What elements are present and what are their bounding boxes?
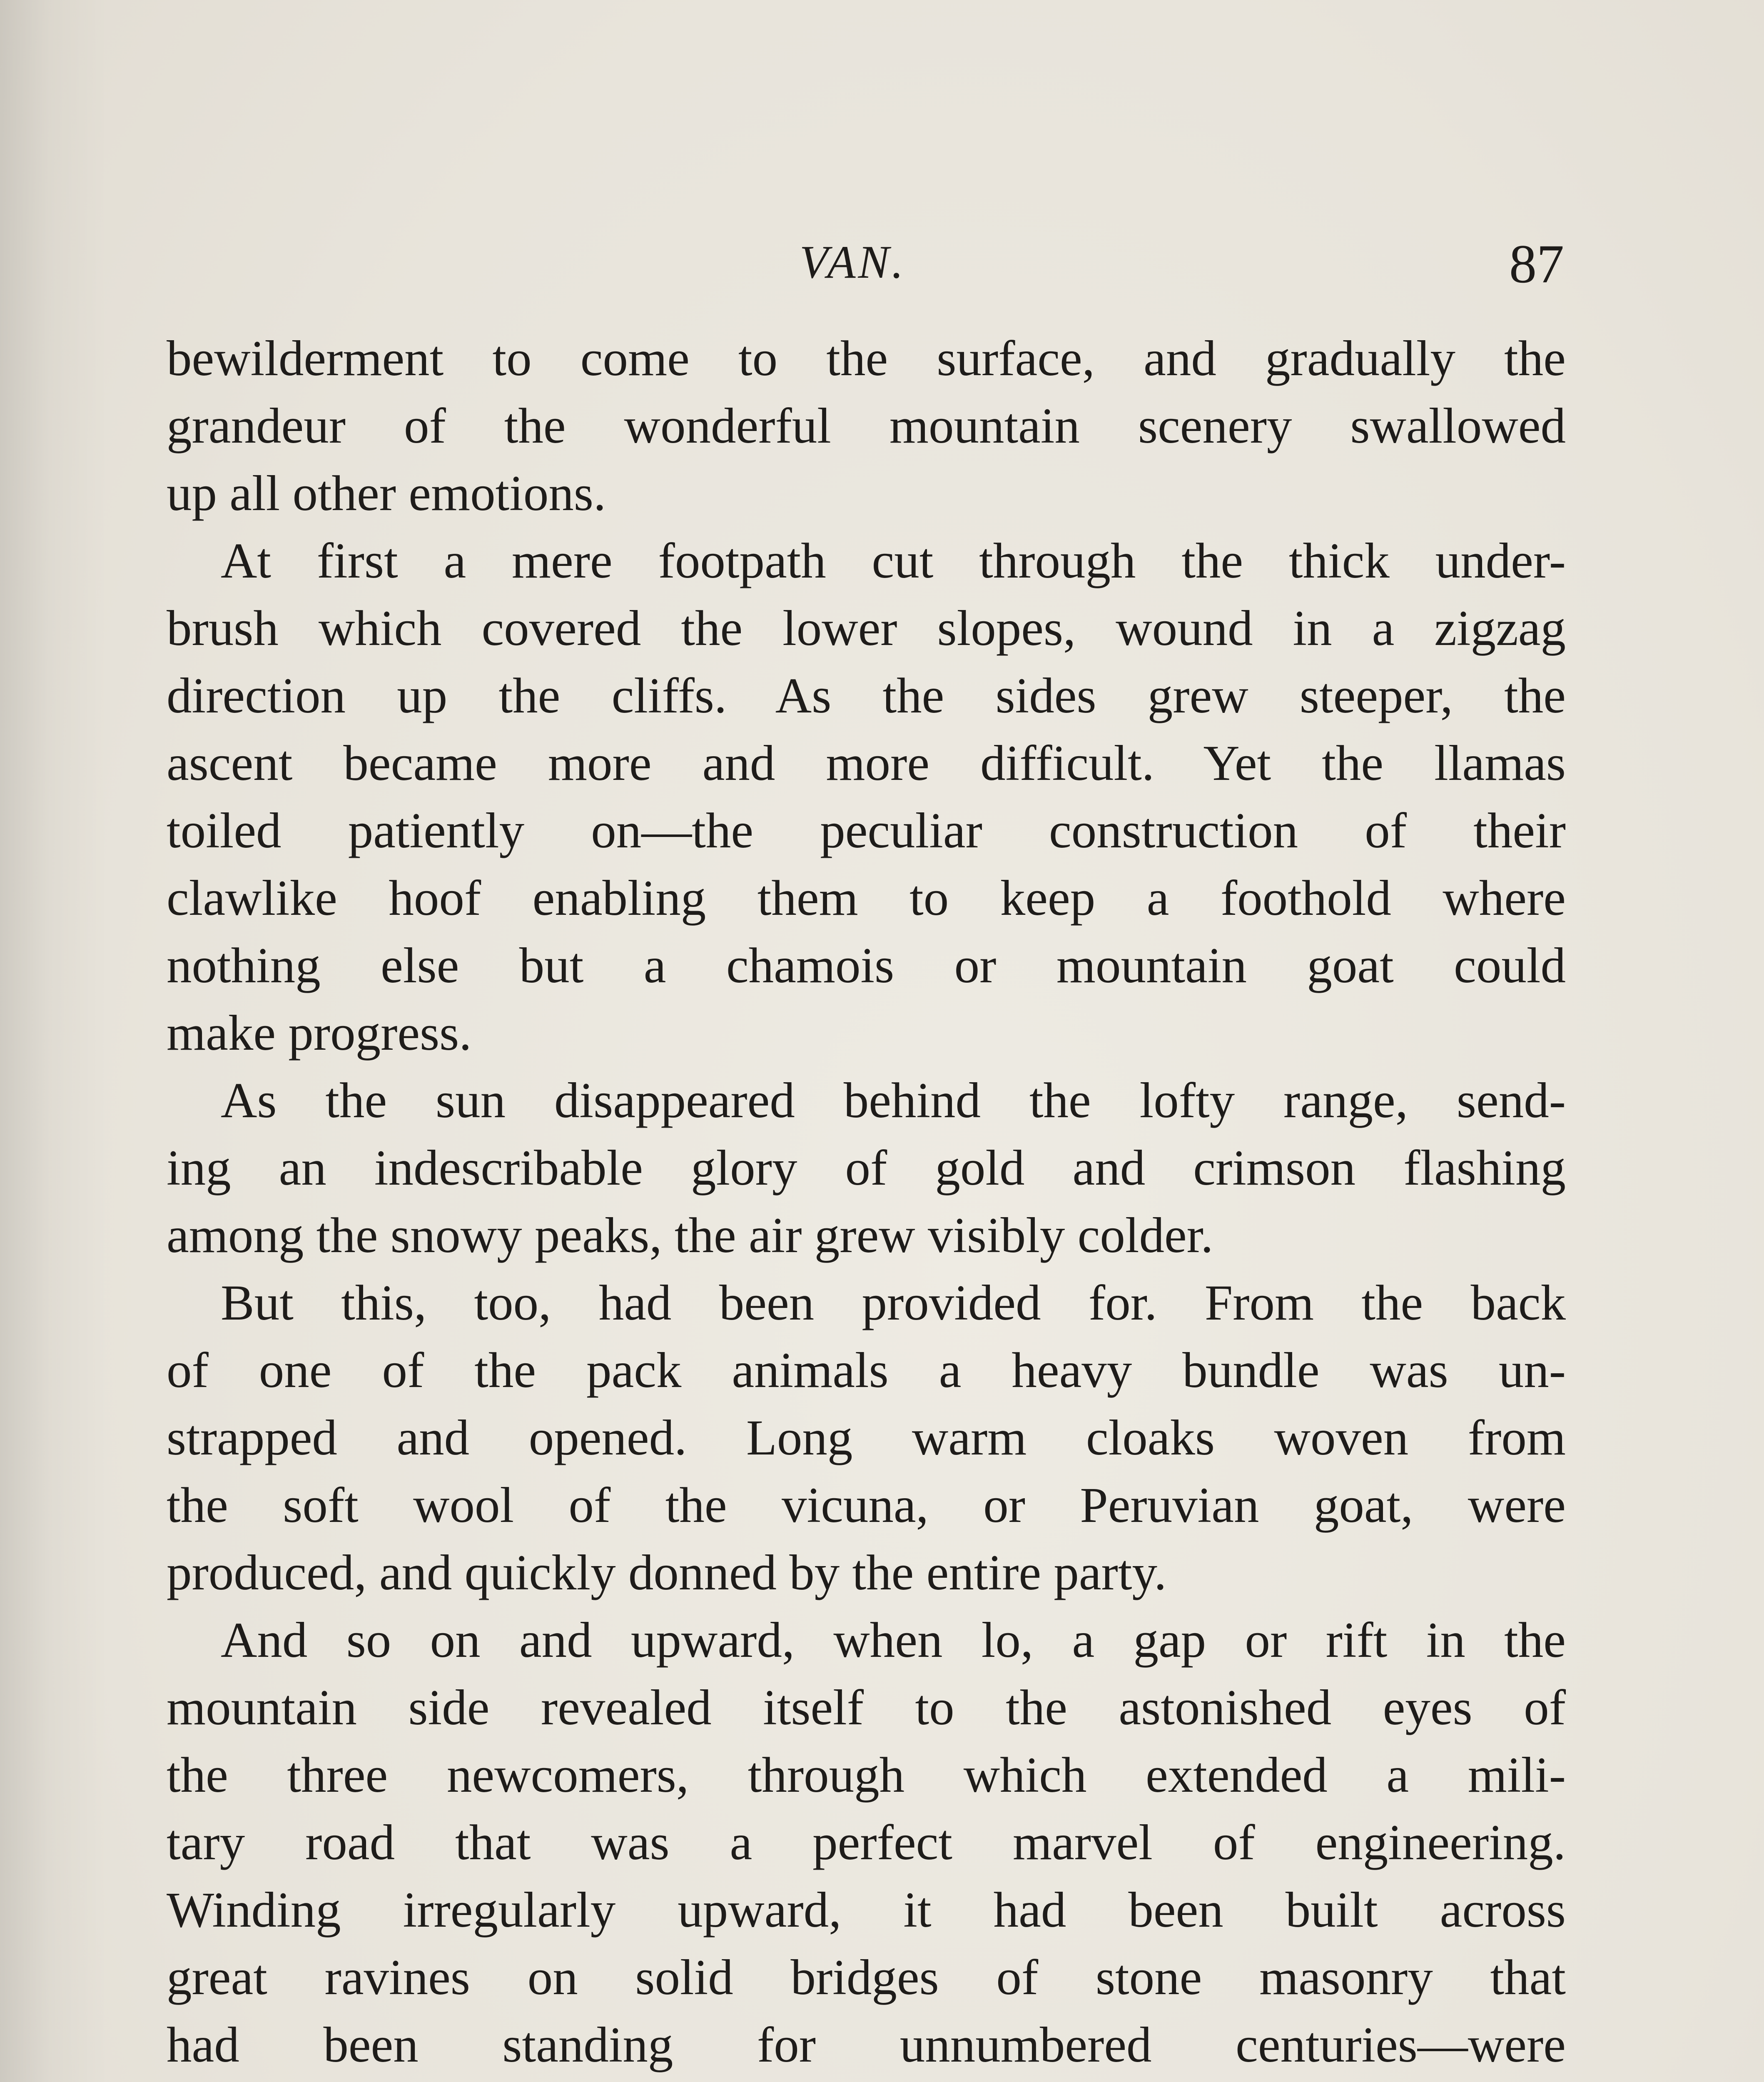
text-line: nothing else but a chamois or mountain goat could	[167, 938, 1566, 994]
running-title: VAN.	[800, 237, 906, 288]
page-number: 87	[1509, 233, 1564, 294]
text-line: But this, too, had been provided for. From the back	[221, 1275, 1566, 1331]
text-line: of one of the pack animals a heavy bundle was un-	[167, 1342, 1566, 1398]
paragraph	[167, 325, 1566, 527]
text-line: make progress.	[167, 1005, 472, 1061]
text-line: tary road that was a perfect marvel of engineering.	[167, 1815, 1566, 1870]
text-line: And so on and upward, when lo, a gap or rift in the	[221, 1612, 1566, 1668]
text-line: up all other emotions.	[167, 466, 606, 521]
text-line	[167, 2079, 1566, 2082]
text-line: had been standing for unnumbered centuries—were	[167, 2017, 1566, 2073]
paragraph	[167, 1269, 1566, 1606]
text-line: the three newcomers, through which extended a mili-	[167, 1747, 1566, 1803]
text-line: toiled patiently on—the peculiar construction of their	[167, 803, 1566, 859]
text-line: bewilderment to come to the surface, and gradually the	[167, 331, 1566, 386]
body-text	[167, 325, 1566, 2082]
text-line: direction up the cliffs. As the sides grew steeper, the	[167, 668, 1566, 724]
text-line: As the sun disappeared behind the lofty range, send-	[221, 1073, 1566, 1128]
text-line: mountain side revealed itself to the astonished eyes of	[167, 1680, 1566, 1736]
text-line: Winding irregularly upward, it had been built across	[167, 1882, 1566, 1938]
text-line: At first a mere footpath cut through the thick under-	[221, 533, 1566, 589]
running-head	[0, 233, 1764, 294]
text-line: grandeur of the wonderful mountain scenery swallowed	[167, 398, 1566, 454]
text-line: ing an indescribable glory of gold and crimson flashing	[167, 1140, 1566, 1196]
paragraph	[167, 527, 1566, 1067]
paragraph	[167, 1606, 1566, 2082]
text-line: the soft wool of the vicuna, or Peruvian goat, were	[167, 1477, 1566, 1533]
text-line: great ravines on solid bridges of stone masonry that	[167, 1950, 1566, 2005]
text-line: produced, and quickly donned by the entire party.	[167, 1545, 1167, 1601]
paragraph	[167, 1067, 1566, 1269]
text-line: clawlike hoof enabling them to keep a foothold where	[167, 870, 1566, 926]
text-line: among the snowy peaks, the air grew visibly colder.	[167, 1208, 1213, 1263]
text-line: brush which covered the lower slopes, wound in a zigzag	[167, 600, 1566, 656]
text-line: strapped and opened. Long warm cloaks woven from	[167, 1410, 1566, 1466]
text-line: ascent became more and more difficult. Yet the llamas	[167, 735, 1566, 791]
